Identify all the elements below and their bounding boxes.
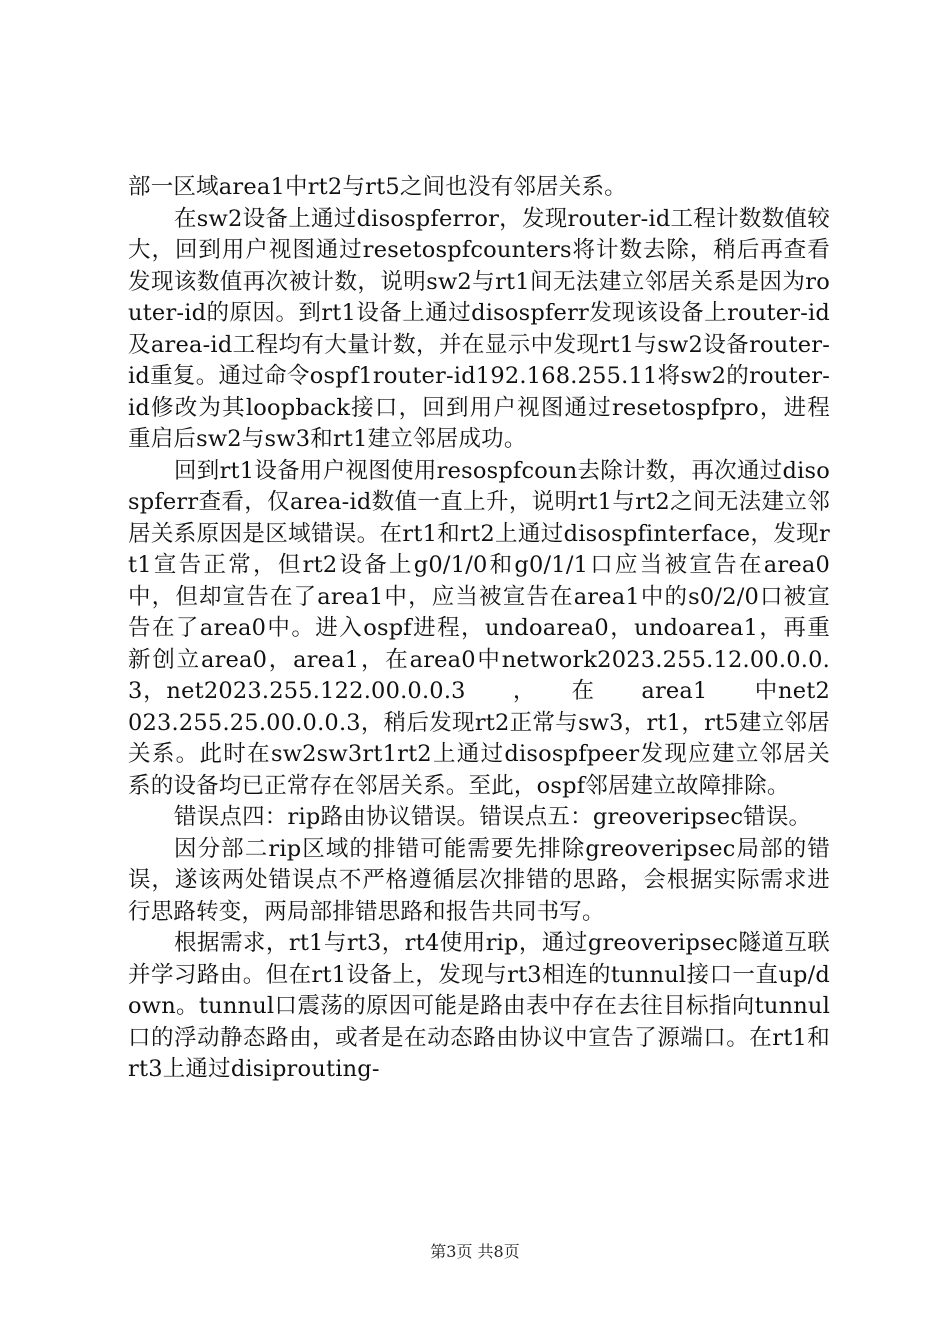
paragraph-continuation: 部一区域area1中rt2与rt5之间也没有邻居关系。	[128, 174, 627, 200]
paragraph-error-points: 错误点四：rip路由协议错误。错误点五：greoveripsec错误。	[174, 804, 812, 830]
body-text	[128, 172, 830, 1086]
paragraph-rip-gre: 根据需求，rt1与rt3，rt4使用rip，通过greoveripsec隧道互联并学习路由。但在rt1设备上，发现与rt3相连的tunnul接口一直up/down。tunnul口震荡的原因可能是路由表中存在去往目标指向tunnul口的浮动静态路由，或者是在动态路由协议中宣告了源端口。在rt1和rt3上通过disiprouting-	[128, 930, 830, 1082]
page-number-footer: 第3页 共8页	[430, 1242, 520, 1261]
paragraph-router-id-fix: 在sw2设备上通过disospferror，发现router-id工程计数数值较大，回到用户视图通过resetospfcounters将计数去除，稍后再查看发现该数值再次被计数，说明sw2与rt1间无法建立邻居关系是因为router-id的原因。到rt1设备上通过disospferr发现该设备上router-id及area-id工程均有大量计数，并在显示中发现rt1与sw2设备router-id重复。通过命令ospf1router-id192.168.255.11将sw2的router-id修改为其loopback接口，回到用户视图通过resetospfpro，进程重启后sw2与sw3和rt1建立邻居成功。	[128, 205, 830, 452]
paragraph-troubleshoot-plan: 因分部二rip区域的排错可能需要先排除greoveripsec局部的错误，遂该两处错误点不严格遵循层次排错的思路，会根据实际需求进行思路转变，两局部排错思路和报告共同书写。	[128, 835, 830, 925]
paragraph-area-fix: 回到rt1设备用户视图使用resospfcoun去除计数，再次通过disospferr查看，仅area-id数值一直上升，说明rt1与rt2之间无法建立邻居关系原因是区域错误。在rt1和rt2上通过disospfinterface，发现rt1宣告正常，但rt2设备上g0/1/0和g0/1/1口应当被宣告在area0中，但却宣告在了area1中，应当被宣告在area1中的s0/2/0口被宣告在了area0中。进入ospf进程，undoarea0，undoarea1，再重新创立area0，area1，在area0中network2023.255.12.00.0.0.3，net2023.255.122.00.0.0.3 ， 在 area1 中net2023.255.25.00.0.0.3，稍后发现rt2正常与sw3，rt1，rt5建立邻居关系。此时在sw2sw3rt1rt2上通过disospfpeer发现应建立邻居关系的设备均已正常存在邻居关系。至此，ospf邻居建立故障排除。	[128, 457, 830, 799]
